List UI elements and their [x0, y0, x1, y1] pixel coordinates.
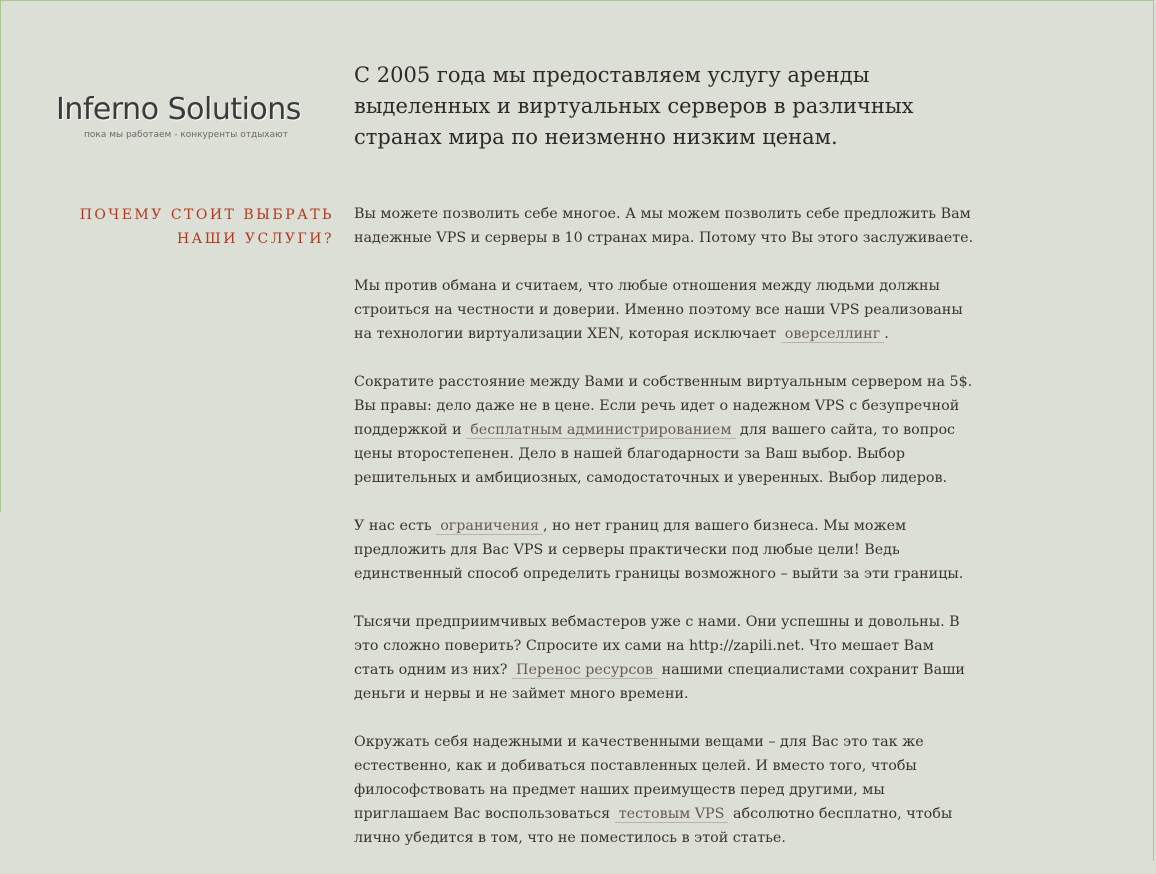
- free-administration-link[interactable]: бесплатным администрированием: [466, 422, 735, 439]
- resource-transfer-link[interactable]: Перенос ресурсов: [512, 662, 657, 679]
- limitations-link[interactable]: ограничения: [436, 518, 543, 535]
- frame-left-edge: [0, 0, 1, 512]
- paragraph-5-text-before: Тысячи предприимчивых вебмастеров уже с нами. Они успешны и довольны. В это сложно поверить? Спросите их сами на http://zapili.net. Что мешает Вам стать одним из них?: [354, 614, 960, 678]
- section-heading-line-1: ПОЧЕМУ СТОИТ ВЫБРАТЬ: [79, 207, 334, 223]
- paragraph-5-text-after: нашими специалистами сохранит Ваши деньги и нервы и не займет много времени.: [354, 662, 965, 702]
- paragraph-3-text-before: Сократите расстояние между Вами и собственным виртуальным сервером на 5$. Вы правы: дело даже не в цене. Если речь идет о надежном VPS с безупречной поддержкой и: [354, 374, 973, 438]
- paragraph-4-text-before: У нас есть: [354, 518, 437, 534]
- section-heading: [40, 203, 334, 251]
- paragraph-6: [354, 730, 976, 850]
- paragraph-5: [354, 610, 976, 706]
- overselling-link[interactable]: оверселлинг: [781, 326, 884, 343]
- paragraph-2-text-after: .: [884, 326, 889, 342]
- test-vps-link[interactable]: тестовым VPS: [615, 806, 729, 823]
- site-logo[interactable]: Inferno Solutions: [56, 92, 301, 127]
- paragraph-4: [354, 514, 976, 586]
- paragraph-6-text-before: Окружать себя надежными и качественными вещами – для Вас это так же естественно, как и добиваться поставленных целей. И вместо того, чтобы философствовать на предмет наших преимуществ перед другими, мы приглашаем Вас воспользоваться: [354, 734, 924, 822]
- paragraph-6-text-after: абсолютно бесплатно, чтобы лично убедится в том, что не поместилось в этой статье.: [354, 806, 953, 846]
- section-heading-line-2: НАШИ УСЛУГИ?: [176, 231, 334, 247]
- paragraph-1: Вы можете позволить себе многое. А мы можем позволить себе предложить Вам надежные VPS и серверы в 10 странах мира. Потому что Вы этого заслуживаете.: [354, 206, 974, 246]
- paragraph-4-text-after: , но нет границ для вашего бизнеса. Мы можем предложить для Вас VPS и серверы практически под любые цели! Ведь единственный способ определить границы возможного – выйти за эти границы.: [354, 518, 964, 582]
- article-body: [354, 202, 976, 874]
- site-tagline: пока мы работаем - конкуренты отдыхают: [84, 130, 288, 140]
- paragraph-3-text-after: для вашего сайта, то вопрос цены второстепенен. Дело в нашей благодарности за Ваш выбор. Выбор решительных и амбициозных, самодостаточных и уверенных. Выбор лидеров.: [354, 422, 956, 486]
- lead-paragraph: С 2005 года мы предоставляем услугу аренды выделенных и виртуальных серверов в различных странах мира по неизменно низким ценам.: [354, 63, 914, 149]
- paragraph-2-text-before: Мы против обмана и считаем, что любые отношения между людьми должны строиться на честности и доверии. Именно поэтому все наши VPS реализованы на технологии виртуализации XEN, которая исключает: [354, 278, 963, 342]
- paragraph-3: [354, 370, 976, 490]
- paragraph-2: [354, 274, 976, 346]
